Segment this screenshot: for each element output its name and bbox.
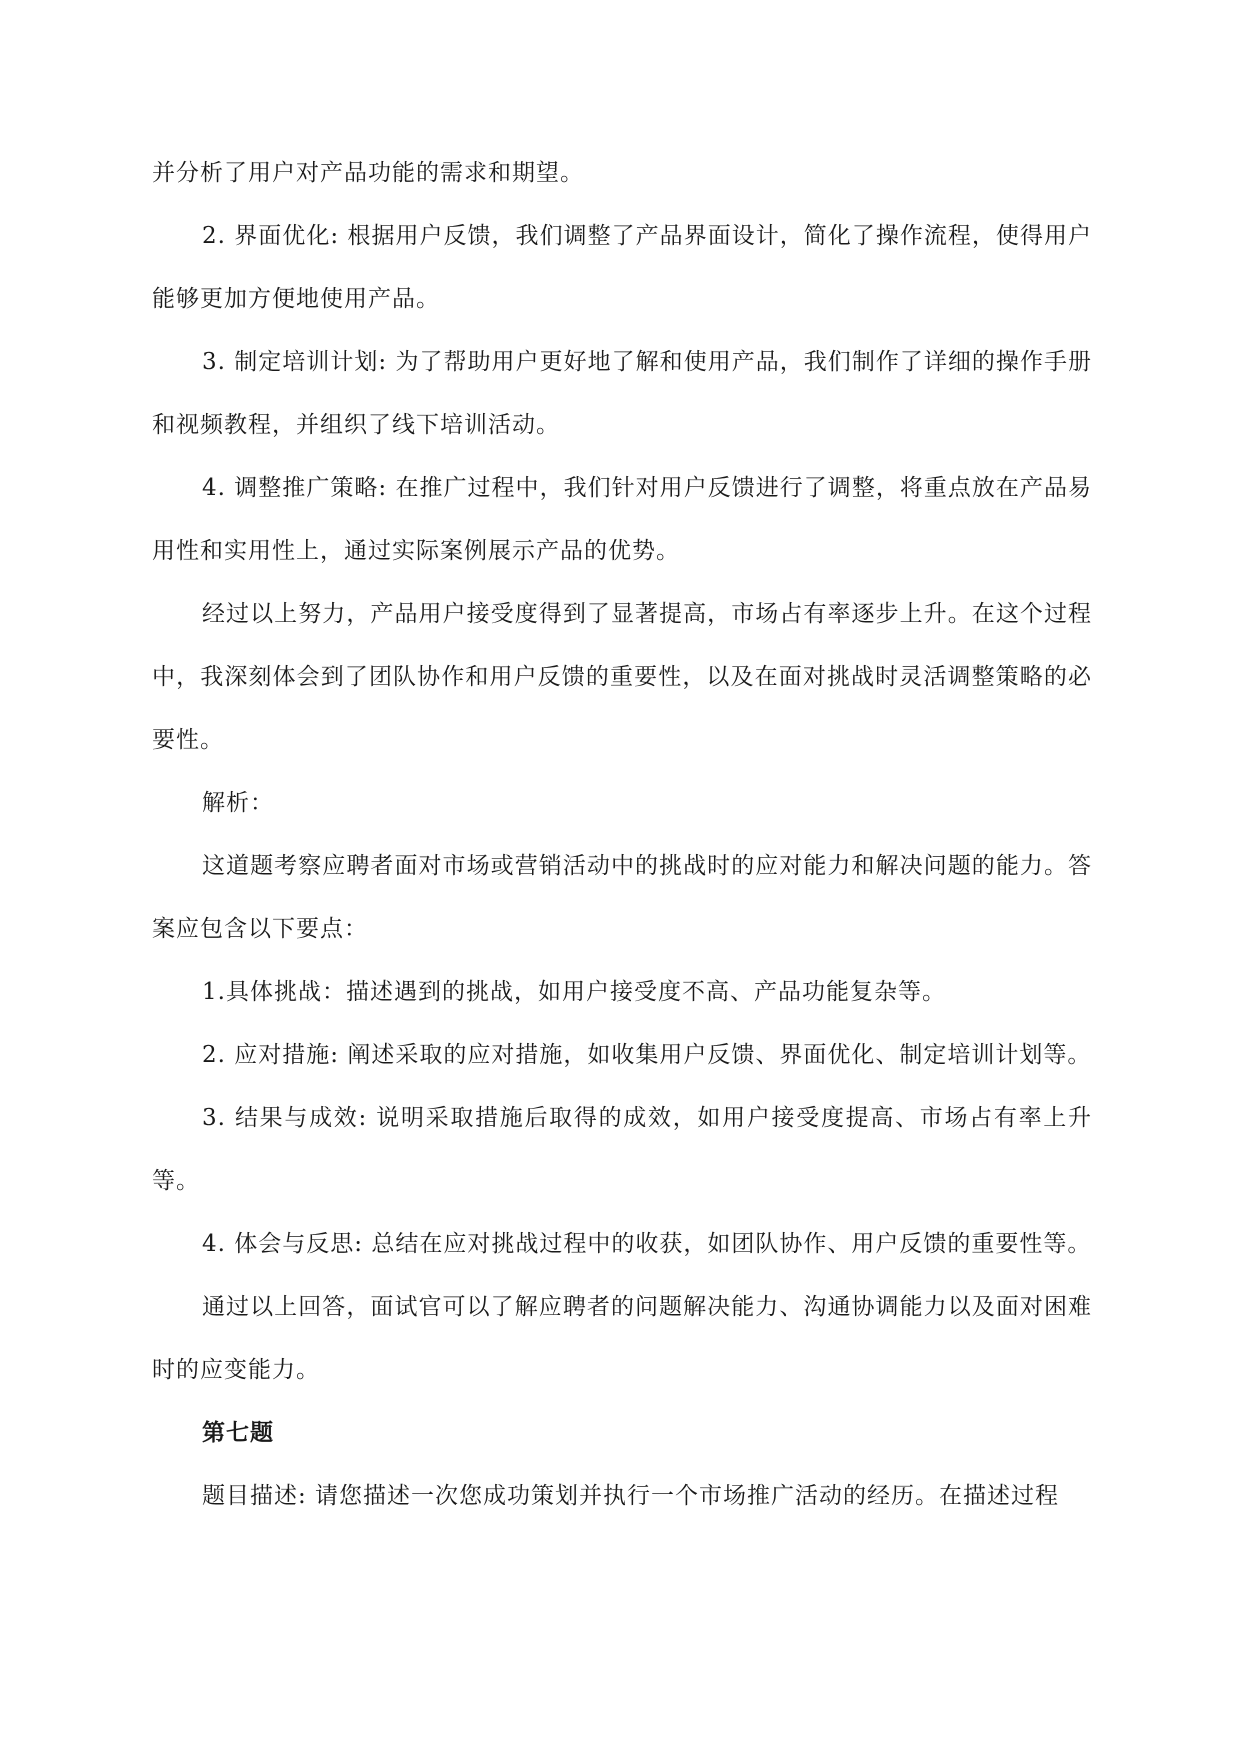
paragraph-point-reflection: 4. 体会与反思: 总结在应对挑战过程中的收获，如团队协作、用户反馈的重要性等。 — [202, 1231, 1092, 1257]
paragraph-summary: 通过以上回答，面试官可以了解应聘者的问题解决能力、沟通协调能力以及面对困难时的应变能力。 — [152, 1294, 1092, 1383]
paragraph-analysis-intro: 这道题考察应聘者面对市场或营销活动中的挑战时的应对能力和解决问题的能力。答案应包含以下要点： — [152, 853, 1092, 942]
document-body — [152, 142, 1092, 1528]
paragraph-promotion-strategy: 4. 调整推广策略: 在推广过程中，我们针对用户反馈进行了调整，将重点放在产品易用性和实用性上，通过实际案例展示产品的优势。 — [152, 475, 1092, 564]
section-heading: 第七题 — [202, 1420, 274, 1446]
paragraph-point-measures: 2. 应对措施: 阐述采取的应对措施，如收集用户反馈、界面优化、制定培训计划等。 — [202, 1042, 1092, 1068]
paragraph-outcome: 经过以上努力，产品用户接受度得到了显著提高，市场占有率逐步上升。在这个过程中，我深刻体会到了团队协作和用户反馈的重要性，以及在面对挑战时灵活调整策略的必要性。 — [152, 601, 1092, 753]
paragraph-point-results: 3. 结果与成效: 说明采取措施后取得的成效，如用户接受度提高、市场占有率上升等。 — [152, 1105, 1092, 1194]
paragraph-ui-optimization: 2. 界面优化: 根据用户反馈，我们调整了产品界面设计，简化了操作流程，使得用户能够更加方便地使用产品。 — [152, 223, 1092, 312]
paragraph-point-challenge: 1.具体挑战：描述遇到的挑战，如用户接受度不高、产品功能复杂等。 — [202, 979, 946, 1005]
paragraph-question: 题目描述: 请您描述一次您成功策划并执行一个市场推广活动的经历。在描述过程 — [202, 1483, 1060, 1509]
paragraph-continuation: 并分析了用户对产品功能的需求和期望。 — [152, 160, 584, 186]
paragraph-training-plan: 3. 制定培训计划: 为了帮助用户更好地了解和使用产品，我们制作了详细的操作手册和视频教程，并组织了线下培训活动。 — [152, 349, 1092, 438]
paragraph-analysis-label: 解析： — [202, 790, 274, 816]
